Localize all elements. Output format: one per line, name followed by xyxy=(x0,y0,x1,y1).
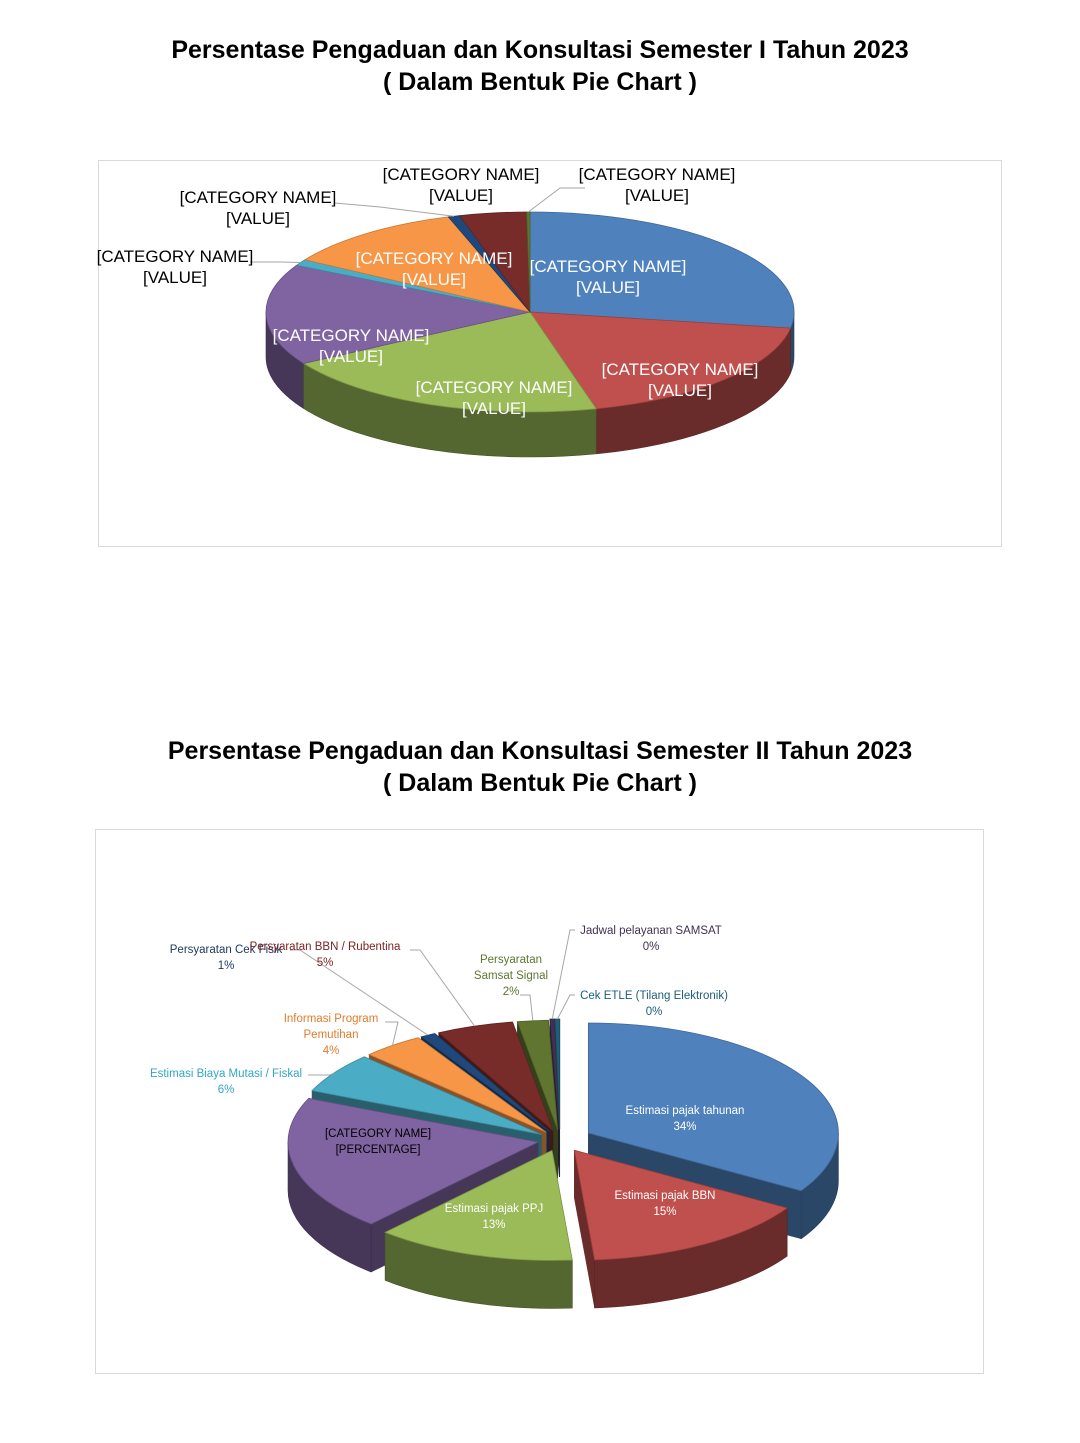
slice-label-10 xyxy=(580,925,722,953)
slice-label-line: 2% xyxy=(502,986,520,998)
slice-label-11 xyxy=(580,990,728,1018)
slice-label-line: Persyaratan xyxy=(479,954,543,966)
slice-label-line: [VALUE] xyxy=(143,268,207,287)
slice-label-line: 1% xyxy=(217,960,235,972)
slice-label-line: [VALUE] xyxy=(402,270,466,289)
slice-label-line: Estimasi pajak PPJ xyxy=(444,1203,544,1215)
chart2-title-line1: Persentase Pengaduan dan Konsultasi Semester II Tahun 2023 xyxy=(167,737,913,765)
slice-label-line: 0% xyxy=(645,1006,663,1018)
slice-label-line: [VALUE] xyxy=(576,278,640,297)
slice-label-line: Estimasi pajak tahunan xyxy=(625,1105,745,1117)
slice-label-line: Cek ETLE (Tilang Elektronik) xyxy=(580,990,728,1002)
chart1-title-line1: Persentase Pengaduan dan Konsultasi Semester I Tahun 2023 xyxy=(171,36,909,64)
slice-label-line: [CATEGORY NAME] xyxy=(324,1128,432,1140)
leader-line xyxy=(308,1073,335,1075)
slice-label-line: 6% xyxy=(217,1084,235,1096)
leader-line xyxy=(385,1022,398,1045)
slice-label-line: Informasi Program xyxy=(283,1013,379,1025)
leader-line xyxy=(552,930,575,1019)
slice-label-line: 13% xyxy=(482,1219,506,1231)
slice-label-line: [CATEGORY NAME] xyxy=(529,257,687,276)
chart2-title-line2: ( Dalam Bentuk Pie Chart ) xyxy=(383,769,697,797)
chart1-title-line2: ( Dalam Bentuk Pie Chart ) xyxy=(383,68,697,96)
slice-label-line: [CATEGORY NAME] xyxy=(272,326,430,345)
slice-label-line: [PERCENTAGE] xyxy=(335,1144,421,1156)
slice-label-line: Persyaratan BBN / Rubentina xyxy=(249,941,401,953)
slice-label-line: [CATEGORY NAME] xyxy=(355,249,513,268)
slice-label-line: [VALUE] xyxy=(648,381,712,400)
slice-label-line: [VALUE] xyxy=(226,209,290,228)
slice-label-line: [CATEGORY NAME] xyxy=(601,360,759,379)
slice-label-line: [VALUE] xyxy=(625,186,689,205)
slice-label-line: Jadwal pelayanan SAMSAT xyxy=(580,925,722,937)
slice-label-line: 15% xyxy=(653,1206,677,1218)
slice-label-line: Pemutihan xyxy=(303,1029,359,1041)
slice-label-line: 5% xyxy=(316,957,334,969)
slice-label-5 xyxy=(150,1068,302,1096)
slice-label-line: [VALUE] xyxy=(429,186,493,205)
slice-label-line: Samsat Signal xyxy=(473,970,549,982)
slice-label-line: [CATEGORY NAME] xyxy=(96,247,254,266)
slice-label-9 xyxy=(474,954,548,998)
slice-label-line: [CATEGORY NAME] xyxy=(578,165,736,184)
slice-label-line: [CATEGORY NAME] xyxy=(382,165,540,184)
slice-label-line: 0% xyxy=(642,941,660,953)
slice-label-line: [VALUE] xyxy=(462,399,526,418)
slice-label-line: 34% xyxy=(673,1121,697,1133)
slice-label-line: [VALUE] xyxy=(319,347,383,366)
leader-line xyxy=(410,950,475,1026)
slice-label-line: [CATEGORY NAME] xyxy=(415,378,573,397)
slice-label-line: Estimasi pajak BBN xyxy=(614,1190,716,1202)
slice-label-line: 4% xyxy=(322,1045,340,1057)
slice-label-line: Estimasi Biaya Mutasi / Fiskal xyxy=(149,1068,303,1080)
leader-line xyxy=(557,995,575,1019)
slice-label-line: Persyaratan Cek Fisik xyxy=(169,944,283,956)
leader-line xyxy=(520,995,533,1021)
slice-label-line: [CATEGORY NAME] xyxy=(179,188,337,207)
slice-label-6 xyxy=(284,1013,379,1057)
